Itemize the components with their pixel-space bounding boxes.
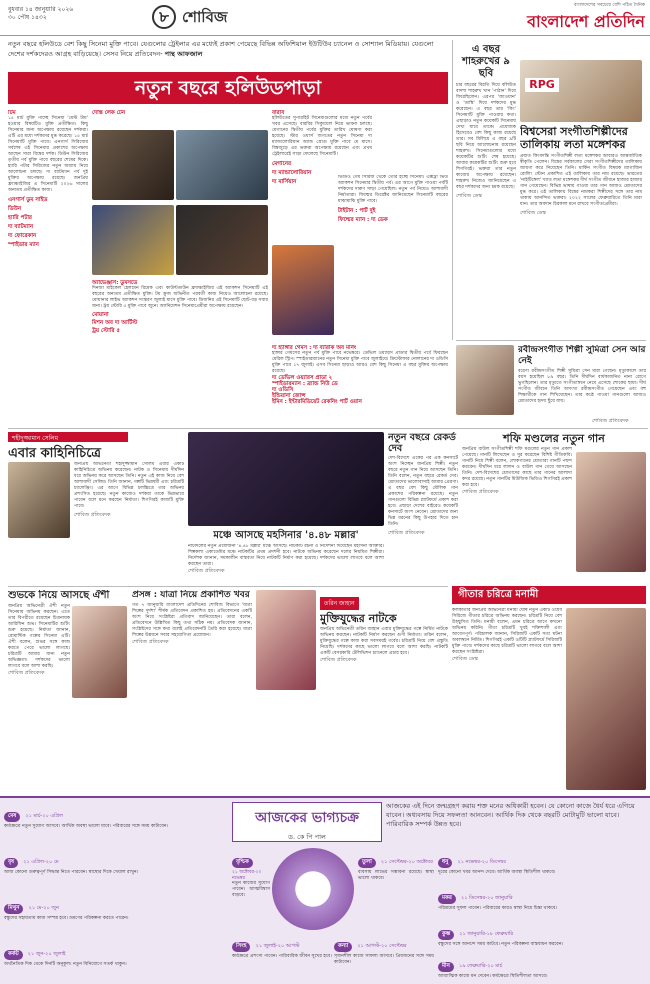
sign-cancer-date: ২১ জুন-২০ জুলাই bbox=[27, 951, 66, 957]
col4-heading-2: ফিল্মের ম্যান : দ্য ডেক bbox=[338, 217, 388, 223]
oishi-photo bbox=[72, 606, 127, 698]
bottom-heading-3: স্পাইডারম্যান : ব্র্যান্ড নিউ ডে bbox=[272, 381, 338, 387]
hollywood-title-bar bbox=[8, 72, 448, 104]
newyear-body: দেশ-বিদেশে একের পর এক কনসার্টে অংশ নিচ্ছেন জনপ্রিয় শিল্পী। নতুন বছরে নতুন গান নিয়ে আসছেন তিনি। তিনি বলেন, নতুন বছরে রেকর্ড দেব। শ্রোতাদের ভালোবাসাই আমার প্রেরণা। এ বছর বেশ কিছু মৌলিক গান প্রকাশের পরিকল্পনা রয়েছে। নতুন গানগুলো বিভিন্ন প্ল্যাটফর্মে প্রকাশ করা হবে। এছাড়া দেশের বাইরেও কয়েকটি কনসার্টে অংশ নেবেন। শ্রোতাদের জন্য ভিন্ন ধরনের কিছু উপহার দিতে চান তিনি। bbox=[388, 456, 458, 527]
saleem-label: শহীদুজ্জামান সেলিম bbox=[8, 432, 128, 442]
drama-byline: শোবিজ প্রতিবেদক bbox=[188, 568, 225, 574]
lata-byline: শোবিজ ডেস্ক bbox=[520, 210, 547, 216]
newyear-byline: শোবিজ প্রতিবেদক bbox=[388, 530, 425, 536]
zodiac-wheel bbox=[272, 848, 354, 930]
saleem-article bbox=[74, 462, 184, 582]
muktijuddho-body: জনপ্রিয় অভিনেত্রী তরিন জাহান এবার মুক্তিযুদ্ধের গল্পে নির্মিত নাটকে অভিনয় করছেন। নাটকটি নির্মাণ করছেন গুণী নির্মাতা। তরিন বলেন, মুক্তিযুদ্ধের গল্পে কাজ করা সবসময়ই গর্বের। চরিত্রটি নিয়ে বেশ প্রস্তুতি নিয়েছি। দর্শকদের কাছে ভালো লাগবে বলে আশা করছি। নাটকটি একটি বেসরকারি টেলিভিশন চ্যানেলে প্রচার হবে। bbox=[320, 627, 448, 656]
col3-heading: বারবি bbox=[272, 110, 285, 116]
prosanga-body: গত ৭ জানুয়ারি বাংলাদেশ প্রতিদিনের শোবিজ বিভাগে 'যাত্রা শিল্পের দুর্দশা' শীর্ষক প্রতিবেদন প্রকাশিত হয়। প্রতিবেদনের একটি অংশ নিয়ে সংশ্লিষ্টরা প্রতিবাদ জানিয়েছেন। তারা বলেন, প্রতিবেদনে উল্লিখিত কিছু তথ্য সঠিক নয়। প্রতিবেদক জানান, সংশ্লিষ্টদের সঙ্গে কথা বলেই প্রতিবেদনটি তৈরি করা হয়েছে। যাত্রা শিল্পের উন্নয়নে সবার সহযোগিতা প্রয়োজন। bbox=[132, 603, 252, 638]
manami-title: গীতার চরিত্রে মনামী bbox=[458, 589, 539, 600]
hollywood-col2 bbox=[92, 110, 268, 128]
bottom-heading: দ্য হ্যাঙ্গার গেমস : দ্য ব্যারাক অব মর্নিং bbox=[272, 345, 357, 351]
sign-libra-text: ব্যবসায় লাভের সম্ভাবনা রয়েছে। স্বাস্থ্য ভালো থাকবে। bbox=[358, 870, 434, 881]
hollywood-col1 bbox=[8, 110, 88, 400]
sign-taurus-text: আজ কোনো গুরুত্বপূর্ণ সিদ্ধান্ত নিতে পারবেন। স্বাস্থ্যের দিকে খেয়াল রাখুন। bbox=[4, 870, 139, 875]
sign-pisces-text: আধ্যাত্মিক কাজে মন দেবেন। কর্মক্ষেত্রে স্থিতিশীলতা আসবে। bbox=[438, 974, 548, 979]
bottom-heading-6: ইমিন : ইন্টারমিডিয়েট রেকনিং পার্ট ওয়ান bbox=[272, 399, 362, 405]
shafi-title: শফি মণ্ডলের নতুন গান bbox=[503, 432, 605, 445]
sumitra-title: রবীন্দ্রসংগীত শিল্পী সুমিত্রা সেন আর নেই bbox=[518, 345, 646, 366]
page-header bbox=[0, 0, 650, 36]
col2-heading: দোস্ত লেক টেন bbox=[92, 110, 126, 116]
col1-heading-4: হ্যারি পটার bbox=[8, 215, 32, 221]
muktijuddho-article bbox=[320, 590, 448, 790]
saleem-photo bbox=[8, 462, 70, 538]
sign-aries-name: মেষ bbox=[4, 812, 20, 822]
sign-taurus-name: বৃষ bbox=[4, 858, 18, 868]
sumitra-article bbox=[518, 345, 646, 417]
sign-virgo-name: কন্যা bbox=[334, 942, 352, 952]
divider-shahrukh bbox=[452, 40, 453, 340]
horoscope-title-box bbox=[232, 802, 382, 842]
col3-heading-2: মেগানের bbox=[272, 161, 292, 167]
shahrukh-body: চার বছরের বিরতি দিয়ে বলিউড বাদশা শাহরুখ খান 'পাঠান' দিয়ে ফিরেছিলেন। এরপর 'জাওয়ান' ও 'ডাঙ্কি' দিয়ে দর্শকদের মুগ্ধ করেছেন। এ বছর তার 'কিং' সিনেমাটি মুক্তি পাওয়ার কথা। এছাড়াও নতুন কয়েকটি সিনেমায় দেখা যাবে তাকে। প্রযোজক হিসেবেও বেশ কিছু কাজ রয়েছে তার। সব মিলিয়ে এ বছর ৯টি ছবি নিয়ে আলোচনায় রয়েছেন শাহরুখ। সিনেমাগুলোর মধ্যে কয়েকটির শুটিং শেষ হয়েছে। আবার কয়েকটির শুটিং শুরু হবে শিগগিরই। ভক্তরা তার নতুন কাজের অপেক্ষায় রয়েছেন। শাহরুখ নিজেও জানিয়েছেন এ বছর দর্শকদের জন্য চমক রয়েছে। bbox=[456, 83, 516, 190]
sign-pisces-name: মীন bbox=[438, 962, 454, 972]
section-title: শোবিজ bbox=[182, 8, 228, 26]
oishi-title: শুভকে নিয়ে আসছে ঐশী bbox=[8, 590, 110, 601]
page-number: ৮ bbox=[152, 5, 176, 29]
rpg-logo: RPG bbox=[525, 78, 559, 92]
brand-tagline: বাংলাদেশের সবচেয়ে বেশি পঠিত দৈনিক bbox=[573, 3, 645, 8]
horoscope-title: আজকের ভাগ্যচক্র bbox=[255, 810, 359, 826]
tarin-photo bbox=[256, 590, 316, 690]
sign-gemini-date: ২১ মে-২০ জুন bbox=[28, 905, 59, 911]
hollywood-bottom bbox=[272, 345, 448, 405]
oishi-byline: শোবিজ প্রতিবেদক bbox=[8, 670, 45, 676]
horoscope-author: ড. কে পি পাল bbox=[288, 833, 326, 841]
date-gregorian: বুধবার ১৪ জানুয়ারি ২০২৬ bbox=[8, 6, 74, 13]
prosanga-byline: শোবিজ প্রতিবেদক bbox=[132, 639, 169, 645]
sign-libra-name: তুলা bbox=[358, 858, 376, 868]
sign-libra bbox=[358, 848, 434, 930]
col3-heading-4: দ্য মার্সিয়ান bbox=[272, 179, 297, 185]
saleem-title: এবার কাহিনিচিত্রে bbox=[8, 446, 101, 460]
hollywood-photo-scifi bbox=[272, 245, 334, 335]
saleem-body: জনপ্রিয় অভিনেতা শহীদুজ্জামান সেলিম এবার একটি কাহিনিচিত্রে অভিনয় করেছেন। নাটক ও সিনেমায় দীর্ঘদিন ধরে অভিনয় করে আসছেন তিনি। নতুন এই কাজ নিয়ে বেশ আশাবাদী সেলিম। তিনি জানান, গল্পটি ভিন্নধর্মী এবং চরিত্রটি চ্যালেঞ্জিং। এর আগে বিভিন্ন চলচ্চিত্রে তার অভিনয় প্রশংসিত হয়েছে। নতুন কাজেও দর্শকরা তাকে ভিন্নভাবে পাবেন বলে মনে করছেন নির্মাতা। শিগগিরই কাজটি মুক্তি পাবে। bbox=[74, 462, 184, 509]
sign-virgo bbox=[334, 932, 434, 982]
hollywood-col2-lower bbox=[92, 280, 268, 400]
sign-cancer-text: অর্থনৈতিক দিক থেকে দিনটি অনুকূল। নতুন বিনিয়োগে সতর্ক থাকুন। bbox=[4, 962, 127, 967]
sign-gemini-name: মিথুন bbox=[4, 904, 23, 914]
manami-body: কলকাতার জনপ্রিয় অভিনেত্রী মনামী ঘোষ নতুন একটি ওয়েব সিরিজে গীতার চরিত্রে অভিনয় করছেন। চরিত্রটি নিয়ে বেশ উচ্ছ্বসিত তিনি। মনামী বলেন, এমন চরিত্রে আগে কখনো অভিনয় করিনি। গীতা চরিত্রটি খুবই শক্তিশালী এবং আবেগপূর্ণ। পরিচালক জানান, সিরিজটি একটি সত্য ঘটনা অবলম্বনে নির্মিত। শিগগিরই একটি ওটিটি প্ল্যাটফর্মে সিরিজটি মুক্তি পাবে। দর্শকদের কাছে চরিত্রটি ভালো লাগবে বলে আশা করছেন সংশ্লিষ্টরা। bbox=[452, 608, 562, 655]
shafi-byline: শোবিজ প্রতিবেদক bbox=[462, 489, 499, 495]
sign-virgo-date: ২১ আগস্ট-২০ সেপ্টেম্বর bbox=[357, 943, 407, 949]
manami-photo bbox=[566, 608, 646, 790]
divider-saleem bbox=[8, 428, 648, 429]
shahrukh-title: এ বছর শাহরুখের ৯ ছবি bbox=[462, 44, 510, 79]
divider-sumitra bbox=[456, 340, 646, 341]
muktijuddho-title: মুক্তিযুদ্ধের নাটকে bbox=[320, 612, 397, 625]
muktijuddho-label: তরিন জাহান bbox=[320, 597, 359, 610]
lata-title: বিশ্বসেরা সংগীতশিল্পীদের তালিকায় লতা মঙ্গেশকর bbox=[520, 125, 628, 151]
prosanga-article bbox=[132, 590, 252, 790]
intro-text bbox=[8, 40, 448, 70]
lata-body: প্রয়াত কিংবদন্তি সংগীতশিল্পী লতা মঙ্গেশকর আবারও আন্তর্জাতিক স্বীকৃতি পেলেন। বিশ্বের সর্বকালের সেরা সংগীতশিল্পীদের তালিকায় জায়গা করে নিয়েছেন তিনি। মার্কিন সংগীত বিষয়ক ম্যাগাজিন রোলিং স্টোন প্রকাশিত এই তালিকায় তার নাম রয়েছে। ভারতের 'নাইটিঙ্গেল' খ্যাত লতা মঙ্গেশকর দীর্ঘ সংগীত জীবনে হাজার হাজার গান গেয়েছেন। বিভিন্ন ভাষায় গাওয়া তার গান আজও শ্রোতাদের মুগ্ধ করে। এই তালিকায় বিশ্বের নামকরা শিল্পীদের সঙ্গে তার নাম থাকায় আনন্দিত ভক্তরা। ২০২২ সালের ফেব্রুয়ারিতে তিনি মারা যান। তার অবদান চিরকাল মনে রাখবে সংগীতপ্রেমীরা। bbox=[520, 154, 642, 207]
hollywood-photo-marvel bbox=[92, 205, 174, 275]
sign-leo bbox=[232, 932, 332, 982]
col4-heading: টাইটান : পার্ট দুই bbox=[338, 208, 376, 214]
sign-aquarius-date: ২১ জানুয়ারি-১৮ ফেব্রুয়ারি bbox=[459, 931, 514, 937]
sign-capricorn-date: ২১ ডিসেম্বর-২০ জানুয়ারি bbox=[461, 895, 513, 901]
sign-virgo-text: সৃজনশীল কাজে সাফল্য আসবে। প্রিয়জনের সঙ্গে সময় কাটাবেন। bbox=[334, 954, 434, 965]
newyear-title: নতুন বছরে রেকর্ড দেব bbox=[388, 432, 456, 454]
sign-sagittarius-date: ২১ নভেম্বর-২০ ডিসেম্বর bbox=[457, 859, 506, 865]
sign-sagittarius-text: দূরের কোনো খবর আনন্দ দেবে। আর্থিক অবস্থা স্থিতিশীল থাকবে। bbox=[438, 870, 556, 875]
sign-capricorn bbox=[438, 884, 646, 918]
bottom-heading-4: দ্য ওডিসি bbox=[272, 387, 294, 393]
shahrukh-article bbox=[456, 44, 516, 339]
drama-body: নাট্যদলের নতুন প্রযোজনা '৪.৪৮ মল্লার' মঞ্চে আসছে। নাটকটি রচনা ও নির্দেশনা দিয়েছেন মহসিনা আক্তার। শিল্পকলা একাডেমির মঞ্চে নাটকটির প্রথম প্রদর্শনী হবে। নাটকে অভিনয় করেছেন দলের নিয়মিত শিল্পীরা। নির্দেশক জানান, সমকালীন বাস্তবতা নিয়ে নাটকটি নির্মাণ করা হয়েছে। দর্শকদের ভালো লাগবে বলে আশা করছেন তারা। bbox=[188, 544, 384, 567]
col2-body: দিনজা মাইকেল হেলমেন রিমেক এবং কাউন্টডাউন ফ্র্যাঞ্চাইজির এই অ্যাকশন সিনেমাটি এই বছরের অন্যতম প্রতীক্ষিত মুক্তি। টম ক্রুজ অভিনীত পরবর্তী কাজ নিয়েও আলোচনা রয়েছে। মোয়ানার লাইভ অ্যাকশন সংস্করণ জুলাই মাসে মুক্তি পাবে। ডিজনির এই সিনেমাটি ছোট-বড় সবার জন্য। ট্রয় স্টোরি ৫ মুক্তি পাবে জুনে। অ্যানিমেশন সিনেমাপ্রেমীরা অপেক্ষায় রয়েছেন। bbox=[92, 286, 268, 309]
manami-title-bar bbox=[452, 586, 646, 604]
intro-author: পান্থ আফজাল bbox=[164, 49, 203, 58]
bottom-heading-5: ইন্ডিয়ানা জোন্স bbox=[272, 393, 306, 399]
col1-heading-6: দ্য ফোরেকান bbox=[8, 233, 37, 239]
hollywood-photo-cruise bbox=[176, 130, 268, 200]
prosanga-title: প্রসঙ্গ : যাত্রা নিয়ে প্রকাশিত খবর bbox=[132, 590, 250, 600]
col3-body: হলিউডের সুপারহিট সিনেমাগুলোর মধ্যে নতুন পর্বের খবর এসেছে। বারবির সিক্যুয়েল নিয়ে ভাবনা চলছে। মেগানের দ্বিতীয় পর্বের মুক্তির তারিখ ঘোষণা করা হয়েছে। স্টার ওয়ার্স জগতের নতুন সিনেমা দ্য ম্যান্ডালোরিয়ান অ্যান্ড গ্রোগু মুক্তি পাবে মে মাসে। বিশ্বজুড়ে এর ভক্তরা অপেক্ষায় রয়েছেন এবং প্রথম ট্রেইলারেই সাড়া ফেলেছে সিনেমাটি। bbox=[272, 116, 372, 157]
hollywood-title: নতুন বছরে হলিউডপাড়া bbox=[134, 77, 322, 99]
col3-heading-3: দ্য ম্যান্ডালোরিয়ান bbox=[272, 170, 312, 176]
saleem-byline: শোবিজ প্রতিবেদক bbox=[74, 512, 111, 518]
date-bangla: ৩০ পৌষ ১৪৩২ bbox=[8, 14, 47, 21]
sign-capricorn-text: পরিশ্রমের সুফল পাবেন। পরিবারের কারও স্বাস্থ্য নিয়ে চিন্তা থাকবে। bbox=[438, 906, 558, 911]
sign-aquarius-text: বন্ধুদের সঙ্গে আনন্দে সময় কাটবে। নতুন পরিকল্পনা বাস্তবায়ন করবেন। bbox=[438, 942, 564, 947]
manami-article bbox=[452, 608, 562, 790]
sign-taurus-date: ২১ এপ্রিল-২০ মে bbox=[23, 859, 59, 865]
col2-heading-2: অ্যাভেঞ্জার্স: ডুমসডে bbox=[92, 280, 138, 286]
sign-scorpio-date: ২১ অক্টোবর-২০ নভেম্বর bbox=[232, 870, 262, 881]
horoscope-intro: আজকের এই দিনে জন্মগ্রহণ করায় শক্ত মনের অধিকারী হবেন। যে কোনো কাজে ধৈর্য ধরে এগিয়ে যাবেন। অধ্যবসায় দিয়ে সফলতা আনবেন। আর্থিক দিক থেকে বছরটি মোটামুটি ভালো যাবে। পারিবারিক সম্পর্ক উন্নত হবে। bbox=[386, 802, 635, 828]
sumitra-photo bbox=[456, 345, 514, 415]
lata-article bbox=[520, 125, 642, 335]
sign-scorpio-name: বৃশ্চিক bbox=[232, 858, 253, 868]
sign-gemini bbox=[4, 894, 228, 938]
drama-title: মঞ্চে আসছে মহসিনার '৪.৪৮ মল্লার' bbox=[213, 530, 359, 541]
hollywood-photo-vin bbox=[92, 130, 174, 200]
shahrukh-byline: শোবিজ ডেস্ক bbox=[456, 193, 483, 199]
sign-aquarius-name: কুম্ভ bbox=[438, 930, 454, 940]
intro-body: নতুন বছরে হলিউডে বেশ কিছু সিনেমা মুক্তি পাবে। যেগুলোর ট্রেইলার এর মধ্যেই প্রকাশ পেয়েছে বিভিন্ন অফিশিয়াল ইউটিউব চ্যানেল ও সোশ্যাল মিডিয়ায়। যেগুলো দেশের দর্শকদেরও আগ্রহ বাড়িয়েছে। সেসব নিয়ে প্রতিবেদন- bbox=[8, 40, 434, 58]
sumitra-byline: শোবিজ প্রতিবেদক bbox=[592, 418, 629, 424]
divider-oishi bbox=[8, 586, 448, 587]
sign-sagittarius bbox=[438, 848, 646, 882]
shafi-photo bbox=[576, 452, 646, 572]
brand-logo: বাংলাদেশ প্রতিদিন bbox=[527, 12, 645, 31]
sumitra-body: বরেণ্য রবীন্দ্রসংগীত শিল্পী সুমিত্রা সেন মারা গেছেন। মৃত্যুকালে তার বয়স হয়েছিল ৮৯ বছর। তিনি দীর্ঘদিন বার্ধক্যজনিত নানা রোগে ভুগছিলেন। তার মৃত্যুতে সংগীতাঙ্গনে নেমে এসেছে শোকের ছায়া। দীর্ঘ সংগীত জীবনে তিনি অসংখ্য রবীন্দ্রসংগীত গেয়েছেন এবং বহু শিক্ষার্থীকে গান শিখিয়েছেন। তার কণ্ঠে গাওয়া গানগুলো আজও শ্রোতাদের হৃদয় ছুঁয়ে যায়। bbox=[518, 369, 646, 404]
sign-scorpio bbox=[232, 848, 270, 930]
sign-libra-date: ২১ সেপ্টেম্বর-২০ অক্টোবর bbox=[380, 859, 433, 865]
col4-body: ভিডিও গেম সিরিজ থেকে তৈরি হচ্ছে সিনেমা। এক্সট্রা ভিউ অ্যাকশন সিনেমার দ্বিতীয় পর্ব। এর আগে মুক্তি পাওয়া পর্বটি দর্শকদের দারুণ সাড়া পেয়েছিল। নতুন পর্ব নিয়েও আশাবাদী নির্মাতারা। ফিল্মের ডিরেক্টর জানিয়েছেন সিনেমাটি বছরের মাঝামাঝি মুক্তি পাবে। bbox=[338, 175, 448, 204]
col1-heading-7: স্পাইডার ম্যান bbox=[8, 242, 39, 248]
muktijuddho-byline: শোবিজ প্রতিবেদক bbox=[320, 657, 357, 663]
sign-leo-name: সিংহ bbox=[232, 942, 250, 952]
shafi-body: জনপ্রিয় বাউল সংগীতশিল্পী শফি মণ্ডলের নতুন গান প্রকাশ পেয়েছে। গানটি লিখেছেন ও সুর করেছেন বিশিষ্ট গীতিকবি। গানটি নিয়ে শিল্পী বলেন, লোকগানের শ্রোতারা গানটি পছন্দ করবেন। দীর্ঘদিন ধরে লালন ও বাউল গান গেয়ে আসছেন তিনি। দেশ-বিদেশের শ্রোতাদের কাছে তার গানের আলাদা কদর রয়েছে। নতুন গানটির মিউজিক ভিডিও শিগগিরই প্রকাশ করা হবে। bbox=[462, 447, 572, 488]
oishi-body: জনপ্রিয় অভিনেত্রী ঐশী নতুন সিনেমায় অভিনয় করছেন। এতে তার বিপরীতে রয়েছেন চিত্রনায়ক আরিফিন শুভ। সিনেমাটির শুটিং শুরু হয়েছে। নির্মাতা জানান, রোমান্টিক গল্পের সিনেমা এটি। ঐশী বলেন, শুভর সঙ্গে কাজ করতে পেরে ভালো লাগছে। চরিত্রটি আমার জন্য নতুন অভিজ্ঞতা। দর্শকদের ভালো লাগবে বলে আশা করছি। bbox=[8, 604, 70, 669]
sign-capricorn-name: মকর bbox=[438, 894, 456, 904]
sign-gemini-text: বন্ধুদের সহায়তায় কাজ সম্পন্ন হবে। ভ্রমণের পরিকল্পনা করতে পারেন। bbox=[4, 916, 129, 921]
col2-heading-4: মিশন অব দ্য আর্টিস্ট bbox=[92, 320, 138, 326]
hollywood-photo-batman bbox=[176, 205, 268, 275]
sign-leo-date: ২১ জুলাই-২০ আগস্ট bbox=[255, 943, 300, 949]
col1-heading-2: এনগার্স ডুম সাইড bbox=[8, 197, 48, 203]
sign-pisces-date: ১৯ ফেব্রুয়ারি-২০ মার্চ bbox=[459, 963, 503, 969]
hollywood-col4 bbox=[338, 175, 448, 340]
col2-heading-5: ট্রয় স্টোরি ৫ bbox=[92, 328, 120, 334]
sign-cancer-name: কর্কট bbox=[4, 950, 23, 960]
sign-aries-text: কর্মক্ষেত্রে নতুন সুযোগ আসবে। আর্থিক অবস্থা ভালো যাবে। পরিবারের সঙ্গে সময় কাটাবেন। bbox=[4, 824, 169, 829]
sign-leo-text: কর্মক্ষেত্রে প্রশংসা পাবেন। পারিবারিক জীবন সুখের হবে। bbox=[232, 954, 332, 959]
col1-body: ১৫ মার্চ মুক্তি পাচ্ছে সিনেমা 'মেস্ট টাম' হওয়ার বিষয়টিও মুক্তি প্রতীক্ষিত। কিছু সিনেমার জন্য অপেক্ষায় রয়েছেন দর্শকরা। এটি এর মধ্যে দর্শকদের মুগ্ধ করেছে। ১৫ মার্চ সিনেমাটি মুক্তি পাবে। এনগার্স সিরিজের সর্বশেষ এই সিনেমার প্রকাশের অপেক্ষায় আছেন সারা বিশ্বের দর্শক। ডিউন সিরিজের তৃতীয় পর্ব মুক্তি পাবে বছরের শেষের দিকে। হ্যারি পটার সিরিজের নতুন অধ্যায় নিয়ে আলোচনা চলছে। দ্য ব্যাটম্যান পর্ব দুই মুক্তির অপেক্ষায় রয়েছে। জনপ্রিয় ফ্র্যাঞ্চাইজির এ সিনেমাটি ২০২৬ সালের অন্যতম প্রতীক্ষিত কাজ। bbox=[8, 116, 88, 193]
sign-sagittarius-name: ধনু bbox=[438, 858, 452, 868]
sign-cancer bbox=[4, 940, 228, 984]
sign-taurus bbox=[4, 848, 228, 892]
sign-pisces bbox=[438, 952, 646, 982]
sign-aries-date: ২১ মার্চ-২০ এপ্রিল bbox=[25, 813, 64, 819]
sign-scorpio-text: নতুন কাজের সুযোগ পাবেন। আত্মবিশ্বাস বাড়বে। bbox=[232, 881, 270, 898]
col1-heading-3: ডিউন bbox=[8, 206, 22, 212]
col1-heading-5: দ্য ব্যাটম্যান bbox=[8, 224, 34, 230]
col1-heading: টিম bbox=[8, 110, 16, 116]
bottom-body: হাঙ্গার গেমসের নতুন পর্ব মুক্তি পাবে নভেম্বরে। ডেভিল ওয়্যারস প্রাডার দ্বিতীয় পর্বে ফিরছেন মেরিল স্ট্রিপ। স্পাইডারম্যানের নতুন সিনেমা মুক্তি পাবে জুলাইয়ে। ক্রিস্টোফার নোলানের দ্য ওডিসি মুক্তি পাবে ১৭ জুলাই। এসব সিনেমা ছাড়াও আরও বেশ কিছু সিনেমা এ বছর মুক্তির অপেক্ষায় রয়েছে। bbox=[272, 351, 448, 374]
manami-byline: শোবিজ ডেস্ক bbox=[452, 656, 479, 662]
drama-article bbox=[188, 544, 384, 584]
drama-photo bbox=[188, 432, 384, 526]
sign-aries bbox=[4, 802, 228, 846]
col2-heading-3: মোয়ানা bbox=[92, 312, 109, 318]
bottom-heading-2: দ্য ডেভিল ওয়্যারস প্রাডা ২ bbox=[272, 375, 333, 381]
newyear-article bbox=[388, 432, 458, 582]
sign-aquarius bbox=[438, 920, 646, 950]
